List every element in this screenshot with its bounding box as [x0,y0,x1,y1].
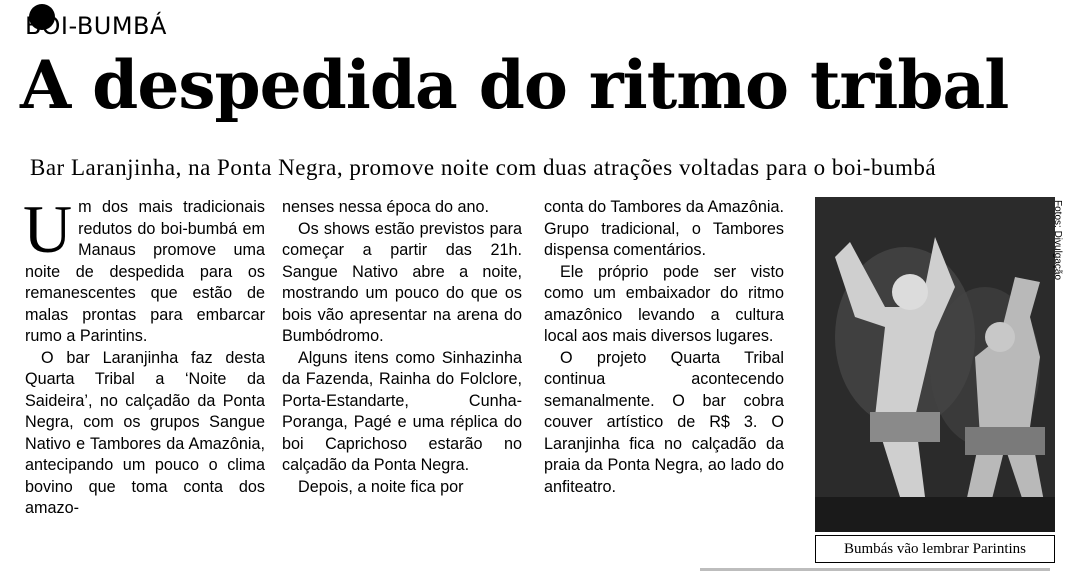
photo-caption: Bumbás vão lembrar Parintins [815,535,1055,563]
paragraph: O bar Laranjinha faz desta Quarta Tribal a ‘Noite da Saideira’, no calçadão da Ponta Negra, com os grupos Sangue Nativo e Tambores da Amazônia, antecipando um pouco o clima bovino que toma conta dos amazo- [25,348,265,517]
paragraph: conta do Tambores da Amazônia. Grupo tradicional, o Tambores dispensa comentários. [544,198,784,259]
paragraph [23,191,265,348]
dancers-illustration [815,197,1055,532]
article-column-1 [23,191,265,520]
photo-credit: Fotos: Divulgação [1052,200,1063,281]
article-column-3 [544,197,784,498]
divider [700,568,1050,571]
paragraph: Ele próprio pode ser visto como um embaixador do ritmo amazônico levando a cultura local aos mais diversos lugares. [544,262,784,345]
subheadline: Bar Laranjinha, na Ponta Negra, promove noite com duas atrações voltadas para o boi-bumbá [30,155,937,180]
section-label: BOI-BUMBÁ [25,12,167,40]
paragraph-text: m dos mais tradicionais redutos do boi-bumbá em Manaus promove uma noite de despedida para os remanescentes que estão de malas prontas para embarcar rumo a Parintins. [25,198,265,345]
dancers-photo [815,197,1055,532]
paragraph: Os shows estão previstos para começar a partir das 21h. Sangue Nativo abre a noite, mostrando um pouco do que os bois vão apresentar na arena do Bumbódromo. [282,219,522,345]
paragraph: nenses nessa época do ano. [282,198,489,216]
drop-cap: U [23,191,73,267]
paragraph: Alguns itens como Sinhazinha da Fazenda, Rainha do Folclore, Porta-Estandarte, Cunha-Poranga, Pagé e uma réplica do boi Caprichoso estarão no calçadão da Ponta Negra. [282,348,522,474]
article-column-2 [282,197,522,498]
headline: A despedida do ritmo tribal [20,46,1009,124]
paragraph: Depois, a noite fica por [298,477,464,496]
paragraph: O projeto Quarta Tribal continua acontecendo semanalmente. O bar cobra couver artístico de R$ 3. O Laranjinha fica no calçadão da praia da Ponta Negra, ao lado do anfiteatro. [544,348,784,496]
